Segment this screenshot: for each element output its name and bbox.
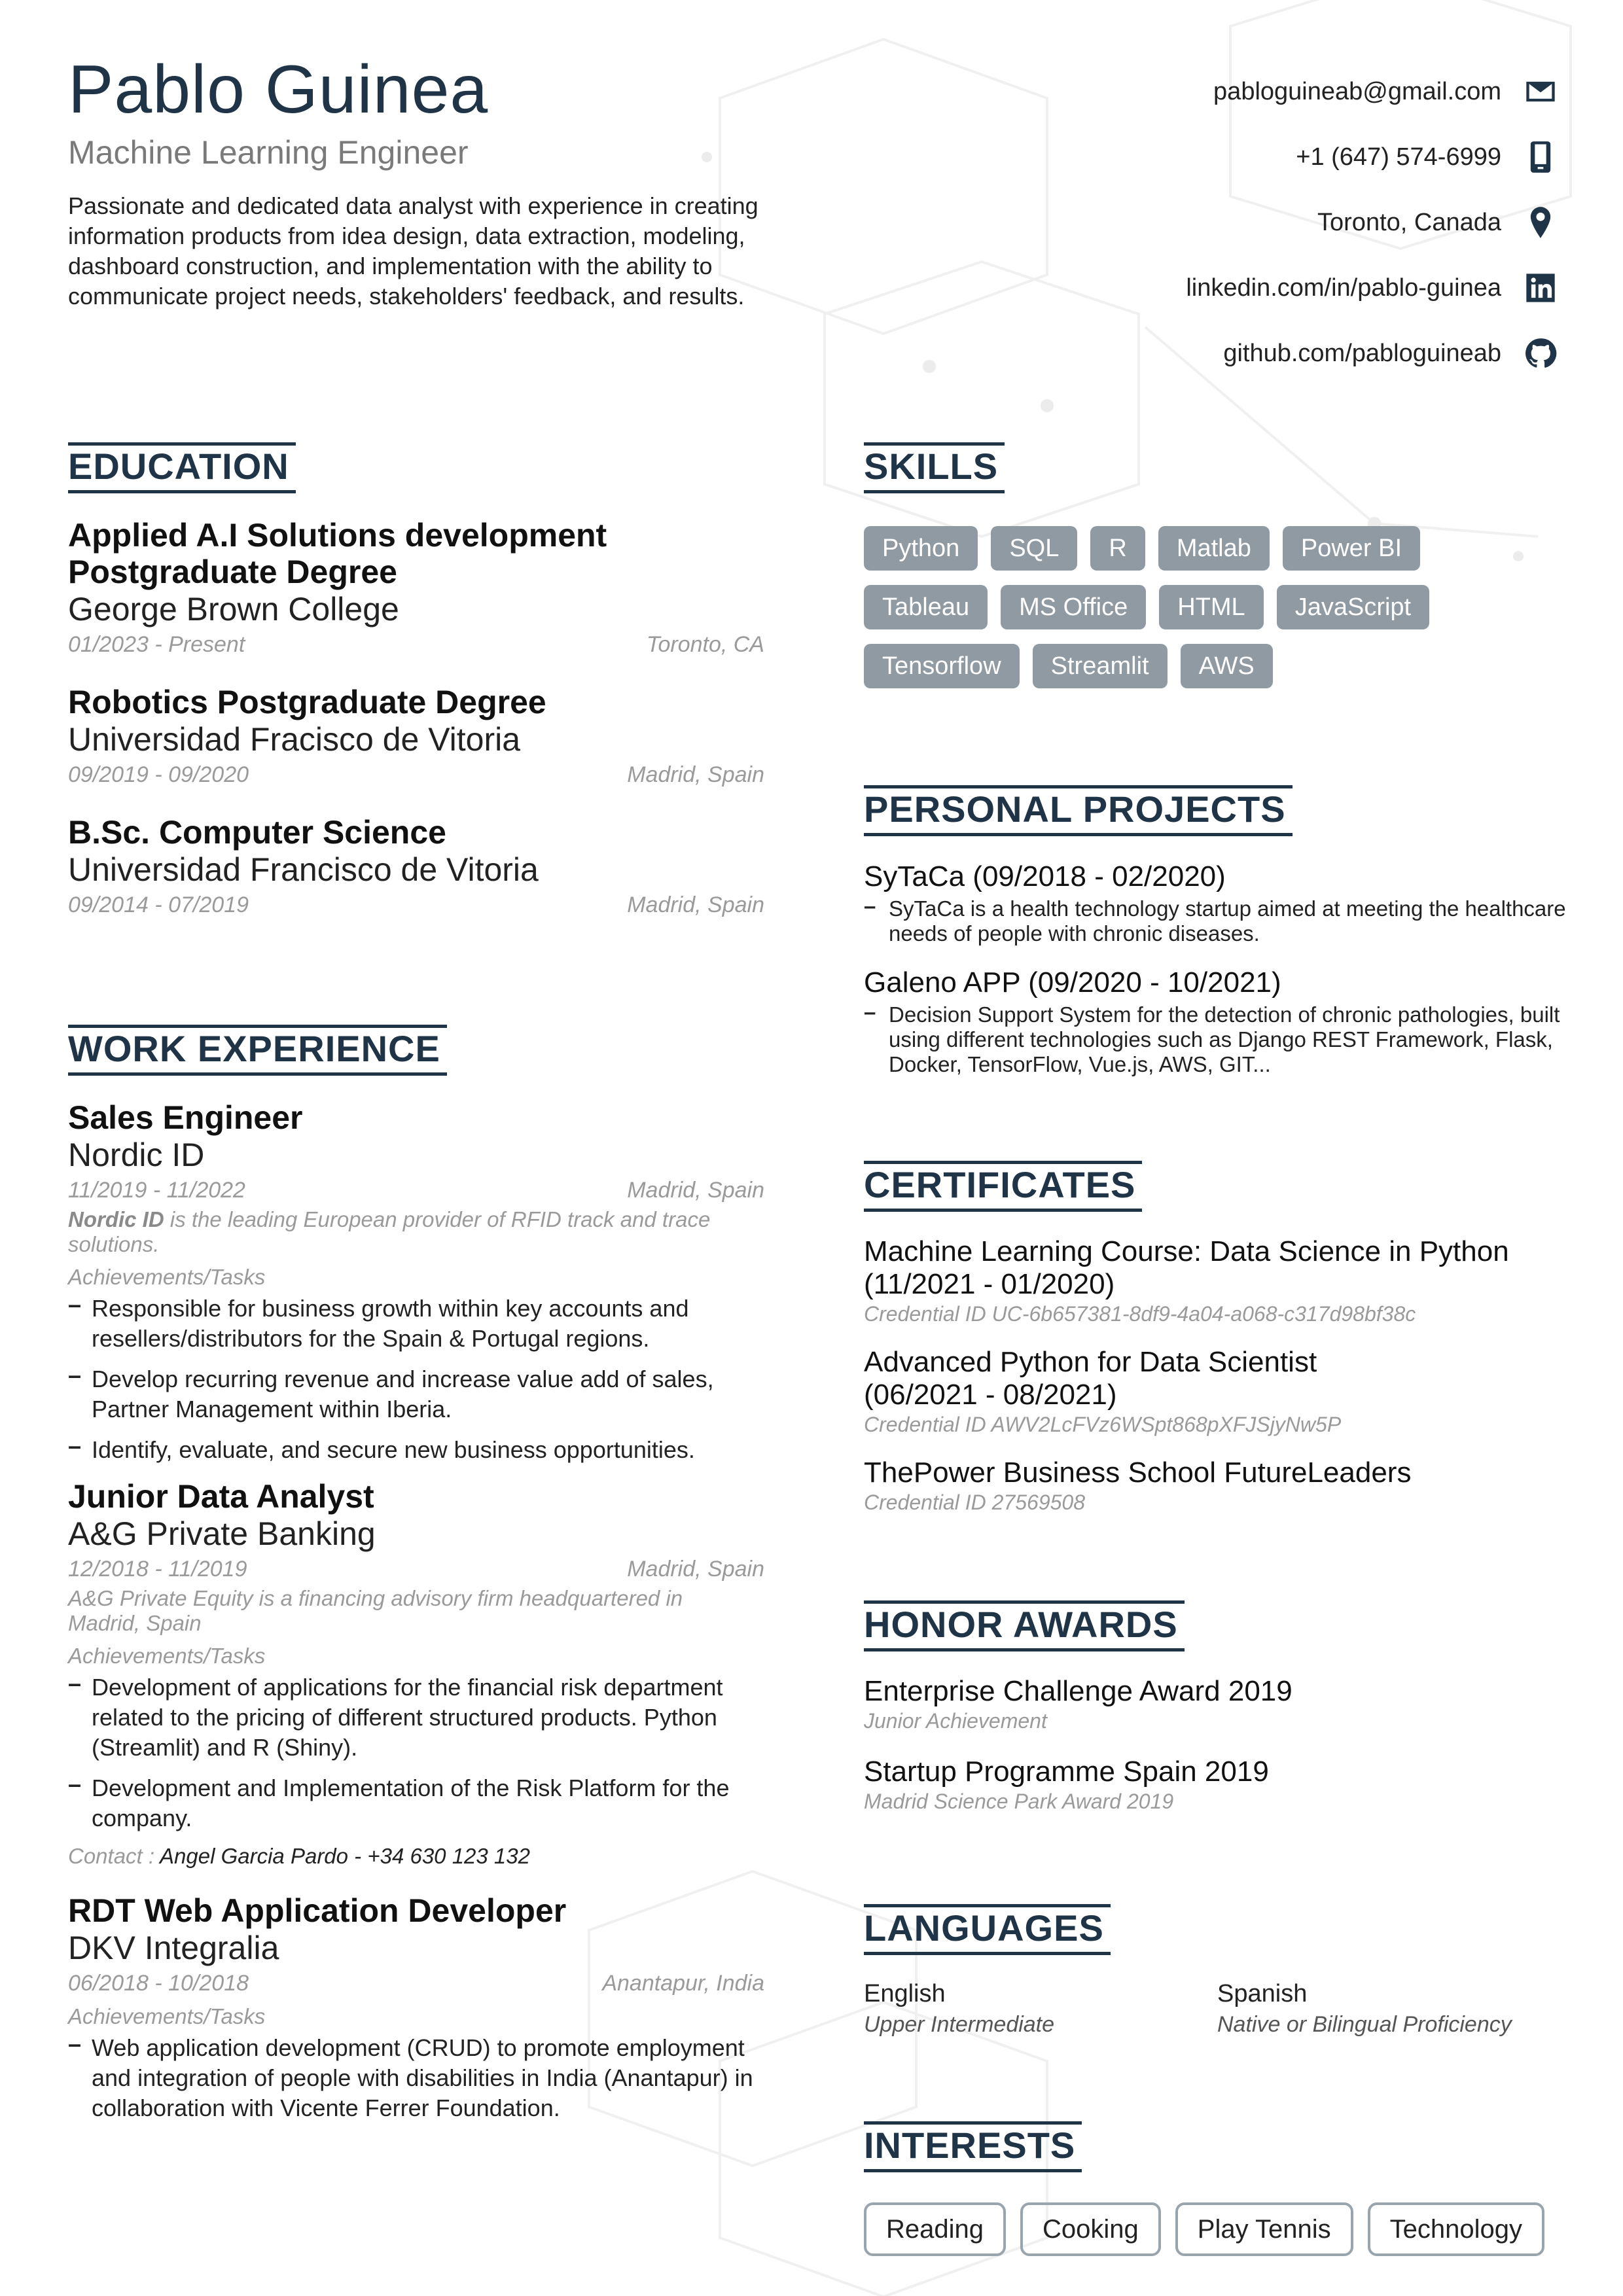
education-list <box>68 517 764 918</box>
contact-location-text: Toronto, Canada <box>1317 208 1501 236</box>
work-company-description: A&G Private Equity is a financing advisory firm headquartered in Madrid, Spain <box>68 1586 683 1635</box>
skill-chip: MS Office <box>1001 585 1146 629</box>
work-meta <box>68 1178 764 1203</box>
certificate-item <box>864 1346 1571 1437</box>
certificate-item <box>864 1457 1571 1515</box>
work-location: Anantapur, India <box>602 1971 764 1996</box>
reference-contact-label: Contact : <box>68 1844 160 1868</box>
task-item: – Identify, evaluate, and secure new business opportunities. <box>68 1435 764 1465</box>
education-meta <box>68 892 764 918</box>
project-description: – SyTaCa is a health technology startup aimed at meeting the healthcare needs of people with chronic diseases. <box>864 896 1571 946</box>
language-name: Spanish <box>1217 1980 1308 2007</box>
skill-chip: Power BI <box>1283 526 1420 571</box>
awards-list <box>864 1675 1571 1814</box>
interest-chip: Reading <box>864 2202 1006 2256</box>
contact-github[interactable] <box>969 321 1558 386</box>
language-level: Upper Intermediate <box>864 2012 1055 2037</box>
education-school: Universidad Fracisco de Vitoria <box>68 721 521 758</box>
award-item <box>864 1675 1571 1733</box>
task-item: – Development of applications for the financial risk department related to the pricing of different structured products. Python (Streamlit) and R (Shiny). <box>68 1672 764 1763</box>
contact-linkedin[interactable] <box>969 255 1558 321</box>
education-degree: B.Sc. Computer Science <box>68 814 446 851</box>
awards-heading: HONOR AWARDS <box>864 1600 1185 1651</box>
task-item: – Responsible for business growth within key accounts and resellers/distributors for the Spain & Portugal regions. <box>68 1294 764 1354</box>
certificate-credential: Credential ID AWV2LcFVz6WSpt868pXFJSjyNw5P <box>864 1413 1342 1436</box>
certificates-heading: CERTIFICATES <box>864 1161 1142 1212</box>
languages-list <box>864 1980 1571 2038</box>
work-list <box>68 1099 764 2134</box>
education-degree: Robotics Postgraduate Degree <box>68 684 546 720</box>
envelope-icon <box>1524 75 1558 109</box>
work-company: A&G Private Banking <box>68 1515 376 1552</box>
projects-heading: PERSONAL PROJECTS <box>864 785 1293 836</box>
education-dates: 09/2014 - 07/2019 <box>68 892 249 917</box>
linkedin-icon <box>1524 271 1558 305</box>
work-heading: WORK EXPERIENCE <box>68 1025 447 1076</box>
project-description: – Decision Support System for the detection of chronic pathologies, built using different technologies such as Django REST Framework, Flask, Docker, TensorFlow, Vue.js, AWS, GIT... <box>864 1002 1571 1077</box>
profile-summary: Passionate and dedicated data analyst with experience in creating information products from idea design, data extraction, modeling, dashboard construction, and implementation with the ability to communicate project needs, stakeholders' feedback, and results. <box>68 192 758 309</box>
work-company-name-bold: Nordic ID <box>68 1207 164 1231</box>
contact-phone-text[interactable]: +1 (647) 574-6999 <box>1296 143 1501 171</box>
achievements-label: Achievements/Tasks <box>68 1265 266 1289</box>
achievements-label: Achievements/Tasks <box>68 2004 266 2028</box>
certificate-name <box>864 1235 1571 1301</box>
work-company: Nordic ID <box>68 1137 205 1173</box>
education-item <box>68 814 764 918</box>
certificates-list <box>864 1235 1571 1515</box>
languages-heading: LANGUAGES <box>864 1904 1111 1955</box>
education-school: George Brown College <box>68 591 399 627</box>
work-item <box>68 1892 764 2123</box>
education-dates: 01/2023 - Present <box>68 632 245 657</box>
work-location: Madrid, Spain <box>627 1178 764 1203</box>
education-meta <box>68 632 764 658</box>
project-item <box>864 860 1571 946</box>
candidate-name: Pablo Guinea <box>68 52 489 128</box>
task-list <box>68 1672 764 1833</box>
work-item <box>68 1478 764 1869</box>
work-company-description-text: is the leading European provider of RFID track and trace solutions. <box>68 1207 711 1256</box>
language-level: Native or Bilingual Proficiency <box>1217 2012 1512 2037</box>
work-company-description <box>68 1207 764 1257</box>
skill-chip: AWS <box>1181 644 1273 688</box>
task-item: – Develop recurring revenue and increase value add of sales, Partner Management within Iberia. <box>68 1364 764 1424</box>
work-company: DKV Integralia <box>68 1930 279 1966</box>
contact-location <box>969 190 1558 255</box>
task-list <box>68 1294 764 1465</box>
skill-chip: SQL <box>991 526 1077 571</box>
skill-chip: R <box>1090 526 1145 571</box>
certificate-dates: (06/2021 - 08/2021) <box>864 1379 1117 1411</box>
work-dates: 12/2018 - 11/2019 <box>68 1557 247 1581</box>
education-school: Universidad Francisco de Vitoria <box>68 851 539 888</box>
education-location: Madrid, Spain <box>627 762 764 787</box>
language-name: English <box>864 1980 946 2007</box>
task-item: – Development and Implementation of the Risk Platform for the company. <box>68 1773 764 1833</box>
skill-chip: Python <box>864 526 978 571</box>
education-location: Madrid, Spain <box>627 892 764 917</box>
education-dates: 09/2019 - 09/2020 <box>68 762 249 787</box>
certificate-item <box>864 1235 1571 1326</box>
work-role: RDT Web Application Developer <box>68 1892 567 1929</box>
contact-list <box>969 59 1558 386</box>
work-meta <box>68 1557 764 1582</box>
skill-chip: Tensorflow <box>864 644 1020 688</box>
certificate-title: Machine Learning Course: Data Science in Python <box>864 1235 1509 1267</box>
interest-chip: Cooking <box>1020 2202 1161 2256</box>
github-icon <box>1524 336 1558 370</box>
contact-github-text[interactable]: github.com/pabloguineab <box>1223 339 1501 367</box>
skill-chip: Streamlit <box>1033 644 1168 688</box>
interests-list <box>864 2202 1571 2256</box>
work-role: Sales Engineer <box>68 1099 303 1136</box>
education-location: Toronto, CA <box>646 632 764 657</box>
language-item <box>1217 1980 1571 2038</box>
interests-heading: INTERESTS <box>864 2121 1082 2172</box>
interest-chip: Play Tennis <box>1175 2202 1353 2256</box>
candidate-role: Machine Learning Engineer <box>68 134 469 171</box>
certificate-dates: (11/2021 - 01/2020) <box>864 1268 1115 1300</box>
phone-icon <box>1524 140 1558 174</box>
language-item <box>864 1980 1217 2038</box>
work-dates: 06/2018 - 10/2018 <box>68 1971 249 1996</box>
work-location: Madrid, Spain <box>627 1557 764 1581</box>
education-meta <box>68 762 764 788</box>
work-role: Junior Data Analyst <box>68 1478 374 1515</box>
skill-chip: HTML <box>1159 585 1263 629</box>
award-name: Startup Programme Spain 2019 <box>864 1756 1269 1788</box>
interest-chip: Technology <box>1368 2202 1544 2256</box>
education-item <box>68 684 764 788</box>
work-dates: 11/2019 - 11/2022 <box>68 1178 245 1203</box>
location-pin-icon <box>1524 205 1558 239</box>
project-name: SyTaCa (09/2018 - 02/2020) <box>864 860 1226 892</box>
skill-chip: Tableau <box>864 585 988 629</box>
work-item <box>68 1099 764 1465</box>
certificate-name: ThePower Business School FutureLeaders <box>864 1457 1412 1489</box>
work-meta <box>68 1971 764 1996</box>
skill-chip: JavaScript <box>1277 585 1429 629</box>
award-issuer: Junior Achievement <box>864 1709 1047 1733</box>
education-degree: Applied A.I Solutions development Postgraduate Degree <box>68 517 607 590</box>
task-list <box>68 2033 764 2123</box>
skills-heading: SKILLS <box>864 442 1005 493</box>
certificate-name <box>864 1346 1571 1411</box>
skills-list <box>864 526 1571 703</box>
skill-chip: Matlab <box>1158 526 1270 571</box>
education-item <box>68 517 764 658</box>
reference-contact <box>68 1844 764 1869</box>
project-item <box>864 966 1571 1077</box>
award-item <box>864 1756 1571 1814</box>
education-heading: EDUCATION <box>68 442 296 493</box>
certificate-title: Advanced Python for Data Scientist <box>864 1346 1317 1378</box>
achievements-label: Achievements/Tasks <box>68 1644 266 1668</box>
certificate-credential: Credential ID UC-6b657381-8df9-4a04-a068-c317d98bf38c <box>864 1302 1416 1326</box>
project-name: Galeno APP (09/2020 - 10/2021) <box>864 966 1281 998</box>
projects-list <box>864 860 1571 1077</box>
contact-email[interactable] <box>969 59 1558 124</box>
certificate-credential: Credential ID 27569508 <box>864 1491 1086 1514</box>
contact-phone[interactable] <box>969 124 1558 190</box>
contact-email-text[interactable]: pabloguineab@gmail.com <box>1213 77 1501 105</box>
award-name: Enterprise Challenge Award 2019 <box>864 1675 1293 1707</box>
reference-contact-value: Angel Garcia Pardo - +34 630 123 132 <box>160 1844 530 1868</box>
task-item: – Web application development (CRUD) to promote employment and integration of people with disabilities in India (Anantapur) in collaboration with Vicente Ferrer Foundation. <box>68 2033 764 2123</box>
contact-linkedin-text[interactable]: linkedin.com/in/pablo-guinea <box>1186 274 1501 302</box>
award-issuer: Madrid Science Park Award 2019 <box>864 1790 1174 1813</box>
